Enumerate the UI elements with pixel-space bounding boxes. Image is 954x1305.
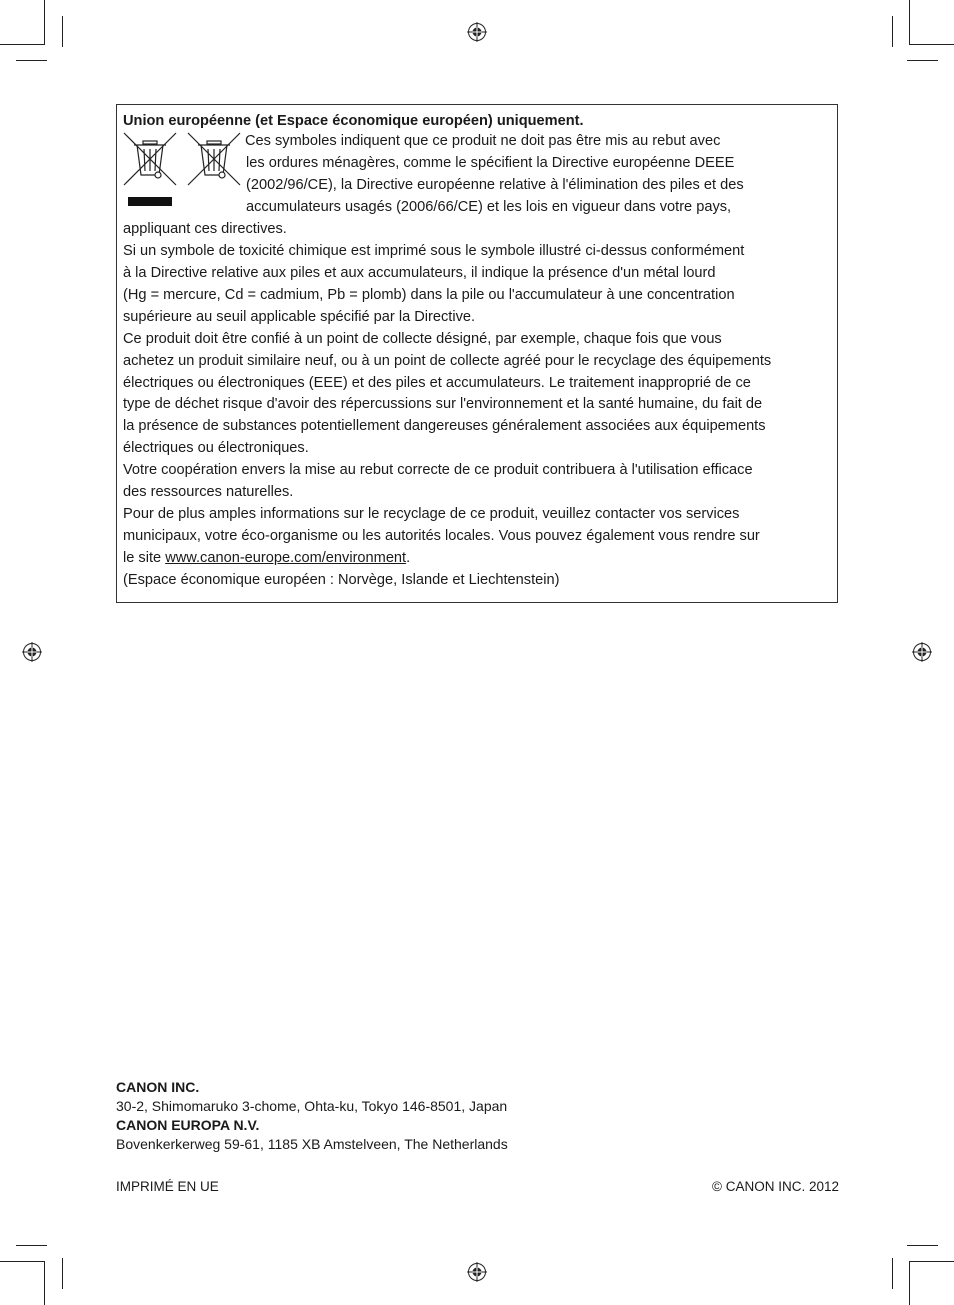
notice-line: électriques ou électroniques. — [123, 440, 309, 456]
environment-link[interactable]: www.canon-europe.com/environment — [165, 550, 407, 566]
notice-line: Votre coopération envers la mise au rebut correcte de ce produit contribuera à l'utilisation efficace — [123, 462, 753, 478]
notice-line: (Hg = mercure, Cd = cadmium, Pb = plomb) dans la pile ou l'accumulateur à une concentration — [123, 287, 735, 303]
notice-line: la présence de substances potentiellement dangereuses généralement associées aux équipements — [123, 418, 766, 434]
registration-mark-icon — [22, 642, 42, 662]
notice-line: électriques ou électroniques (EEE) et des piles et accumulateurs. Le traitement inapproprié de ce — [123, 375, 751, 391]
weee-bar-icon — [128, 197, 172, 206]
notice-line: Ce produit doit être confié à un point de collecte désigné, par exemple, chaque fois que vous — [123, 331, 722, 347]
notice-eea-note: (Espace économique européen : Norvège, Islande et Liechtenstein) — [123, 572, 560, 588]
site-prefix: le site — [123, 550, 166, 566]
registration-mark-icon — [467, 22, 487, 42]
company-address-canon-europa: Bovenkerkerweg 59-61, 1185 XB Amstelveen, The Netherlands — [116, 1136, 508, 1152]
notice-line: (2002/96/CE), la Directive européenne relative à l'élimination des piles et des — [246, 177, 744, 193]
battery-crossed-bin-icon — [188, 133, 240, 185]
notice-line: achetez un produit similaire neuf, ou à un point de collecte agréé pour le recyclage des équipements — [123, 353, 772, 369]
notice-title: Union européenne (et Espace économique européen) uniquement. — [123, 113, 584, 129]
notice-line: supérieure au seuil applicable spécifié par la Directive. — [123, 309, 476, 325]
notice-line: accumulateurs usagés (2006/66/CE) et les lois en vigueur dans votre pays, — [246, 199, 732, 215]
eu-disposal-notice — [116, 104, 838, 603]
notice-line: appliquant ces directives. — [123, 221, 287, 237]
company-address-canon-inc: 30-2, Shimomaruko 3-chome, Ohta-ku, Tokyo 146-8501, Japan — [116, 1098, 508, 1114]
notice-line: les ordures ménagères, comme le spécifient la Directive européenne DEEE — [246, 155, 735, 171]
notice-line: Pour de plus amples informations sur le recyclage de ce produit, veuillez contacter vos services — [123, 506, 740, 522]
copyright: © CANON INC. 2012 — [712, 1179, 839, 1194]
printed-in: IMPRIMÉ EN UE — [116, 1179, 219, 1194]
notice-site-line — [123, 547, 410, 569]
site-suffix: . — [406, 550, 411, 566]
notice-line: à la Directive relative aux piles et aux accumulateurs, il indique la présence d'un métal lourd — [123, 265, 716, 281]
disposal-symbols — [122, 131, 242, 211]
notice-line: municipaux, votre éco-organisme ou les autorités locales. Vous pouvez également vous rendre sur — [123, 528, 760, 544]
notice-line: type de déchet risque d'avoir des répercussions sur l'environnement et la santé humaine, du fait de — [123, 396, 763, 412]
weee-crossed-bin-icon — [124, 133, 176, 185]
company-name-canon-inc: CANON INC. — [116, 1079, 200, 1095]
company-name-canon-europa: CANON EUROPA N.V. — [116, 1117, 260, 1133]
registration-mark-icon — [467, 1262, 487, 1282]
notice-line: Si un symbole de toxicité chimique est imprimé sous le symbole illustré ci-dessus conformément — [123, 243, 745, 259]
registration-mark-icon — [912, 642, 932, 662]
notice-line: des ressources naturelles. — [123, 484, 294, 500]
notice-line: Ces symboles indiquent que ce produit ne doit pas être mis au rebut avec — [245, 133, 721, 149]
